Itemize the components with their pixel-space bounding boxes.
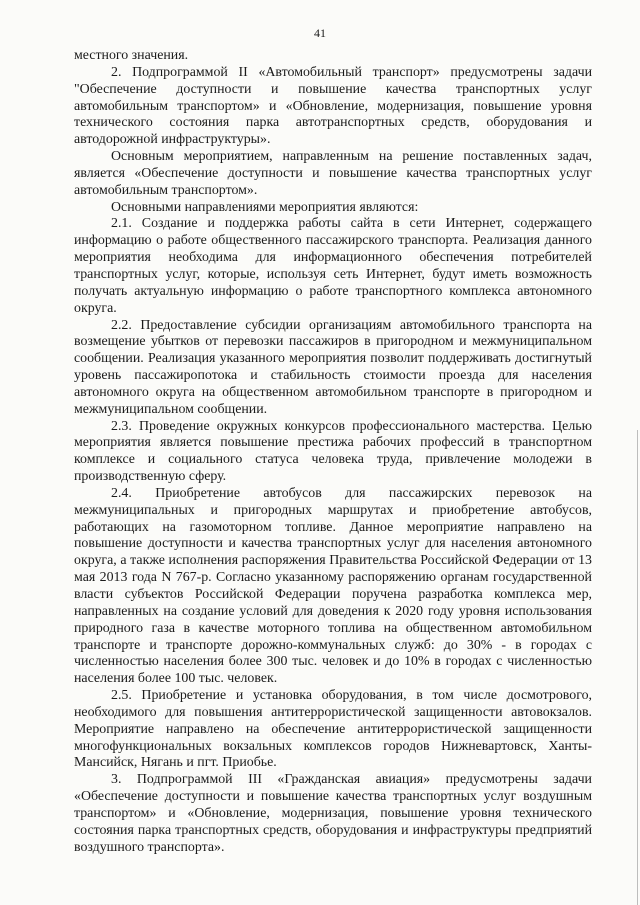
paragraph: Основными направлениями мероприятия являются: <box>111 199 419 215</box>
document-body <box>74 48 592 857</box>
paragraph: 3. Подпрограммой III «Гражданская авиация» предусмотрены задачи «Обеспечение доступности и повышение качества транспортных услуг воздушным транспортом» и «Обновление, модернизация, повышение уровня технического состояния парка транспортных средств, оборудования и инфраструктуры предприятий воздушного транспорта». <box>74 772 592 855</box>
paragraph: 2. Подпрограммой II «Автомобильный транспорт» предусмотрены задачи "Обеспечение доступности и повышение качества транспортных услуг автомобильным транспортом» и «Обновление, модернизация, повышение уровня технического состояния парка автотранспортных средств, оборудования и автодорожной инфраструктуры». <box>74 64 592 148</box>
paragraph: 2.4. Приобретение автобусов для пассажирских перевозок на межмуниципальных и пригородных маршрутах и приобретение автобусов, работающих на газомоторном топливе. Данное мероприятие направлено на повышение доступности и качества транспортных услуг для населения автономного округа, а также исполнения распоряжения Правительства Российской Федерации от 13 мая 2013 года N 767-р. Согласно указанному распоряжению органам государственной власти субъектов Российской Федерации поручена разработка комплекса мер, направленных на создание условий для доведения к 2020 году уровня использования природного газа в качестве моторного топлива на общественном автомобильном транспорте и транспорте дорожно-коммунальных служб: до 30% - в городах с численностью населения более 300 тыс. человек и до 10% в городах с численностью населения более 100 тыс. человек. <box>74 485 592 687</box>
paragraph: Основным мероприятием, направленным на решение поставленных задач, является «Обеспечение доступности и повышение качества транспортных услуг автомобильным транспортом». <box>74 149 592 198</box>
page-number: 41 <box>314 26 326 40</box>
paragraph: 2.2. Предоставление субсидии организациям автомобильного транспорта на возмещение убытков от перевозки пассажиров в пригородном и межмуниципальном сообщении. Реализация указанного мероприятия позволит поддерживать достигнутый уровень пассажиропотока и стабильность стоимости проезда для населения автономного округа на общественном автомобильном транспорте в пригородном и межмуниципальном сообщении. <box>74 317 592 417</box>
paragraph: 2.3. Проведение окружных конкурсов профессионального мастерства. Целью мероприятия является повышение престижа рабочих профессий в транспортном комплексе и социального статуса человека труда, привлечение молодежи в производственную сферу. <box>74 418 592 485</box>
paragraph: местного значения. <box>74 48 189 63</box>
paragraph: 2.5. Приобретение и установка оборудования, в том числе досмотрового, необходимого для повышения антитеррористической защищенности автовокзалов. Мероприятие направлено на обеспечение антитеррористической защищенности многофункциональных вокзальных комплексов городов Нижневартовск, Ханты-Мансийск, Нягань и пгт. Приобье. <box>74 688 592 771</box>
paragraph: 2.1. Создание и поддержка работы сайта в сети Интернет, содержащего информацию о работе общественного пассажирского транспорта. Реализация данного мероприятия необходима для информационного обеспечения потребителей транспортных услуг, которые, используя сеть Интернет, будут иметь возможность получать актуальную информацию о работе транспортного комплекса автономного округа. <box>74 216 592 316</box>
scan-edge-line <box>637 430 638 905</box>
